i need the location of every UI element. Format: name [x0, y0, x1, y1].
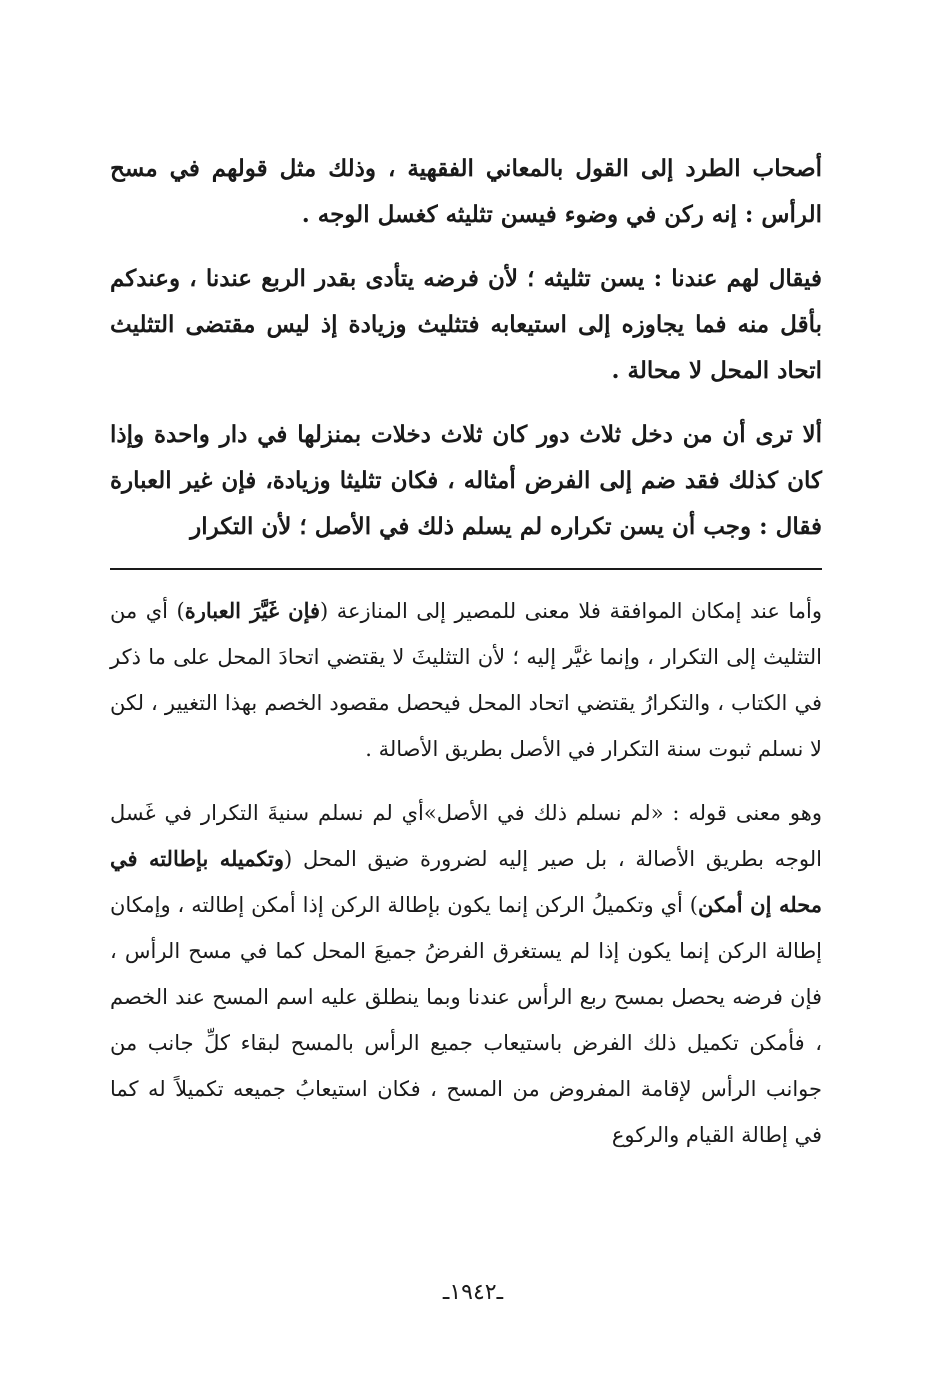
commentary-text-segment: ) أي وتكميلُ الركن إنما يكون بإطالة الركن إذا أمكن إطالته ، وإمكان إطالة الركن إنما يكون إذا لم يستغرق الفرضُ جميعَ المحل كما في مسح الرأس ، فإن فرضه يحصل بمسح ربع الرأس عندنا وبما ينطلق عليه اسم المسح عند الخصم ، فأمكن تكميل ذلك الفرض باستيعاب جميع الرأس بالمسح لبقاء كلِّ جانب من جوانب الرأس لإقامة المفروض من المسح ، فكان استيعابُ جميعه تكميلاً له كما في إطالة القيام والركوع [110, 893, 823, 1147]
commentary-text-segment: ) أي من التثليث إلى التكرار ، وإنما غيَّر إليه ؛ لأن التثليثَ لا يقتضي اتحادَ المحل على ما ذكر في الكتاب ، والتكرارُ يقتضي اتحاد المحل فيحصل مقصود الخصم بهذا التغيير ، لكن لا نسلم ثبوت سنة التكرار في الأصل بطريق الأصالة . [110, 599, 822, 761]
quoted-matn: وتكميله بإطالته في محله إن أمكن [110, 846, 822, 917]
main-paragraph-3: ألا ترى أن من دخل ثلاث دور كان ثلاث دخلات بمنزلها في دار واحدة وإذا كان كذلك فقد ضم إلى الفرض أمثاله ، فكان تثليثا وزيادة، فإن غير العبارة فقال : وجب أن يسن تكراره لم يسلم ذلك في الأصل ؛ لأن التكرار [110, 421, 822, 540]
commentary-text [110, 588, 822, 1158]
page-content [110, 146, 822, 1158]
commentary-text-segment: وأما عند إمكان الموافقة فلا معنى للمصير إلى المنازعة ( [320, 599, 822, 623]
commentary-paragraph-1 [110, 588, 822, 772]
footnote-divider [110, 568, 822, 570]
main-text [110, 146, 822, 550]
commentary-paragraph-2 [110, 790, 822, 1158]
quoted-matn: فإن غَيَّرَ العبارة [184, 598, 321, 623]
main-paragraph-1: أصحاب الطرد إلى القول بالمعاني الفقهية ، وذلك مثل قولهم في مسح الرأس : إنه ركن في وضوء فيسن تثليثه كغسل الوجه . [110, 155, 822, 228]
commentary-text-segment: وهو معنى قوله : «لم نسلم ذلك في الأصل»أي لم نسلم سنيةَ التكرار في غَسل الوجه بطريق الأصالة ، بل صير إليه لضرورة ضيق المحل ( [110, 801, 822, 871]
main-paragraph-2: فيقال لهم عندنا : يسن تثليثه ؛ لأن فرضه يتأدى بقدر الربع عندنا ، وعندكم بأقل منه فما يجاوزه إلى استيعابه فتثليث وزيادة إذ ليس مقتضى التثليث اتحاد المحل لا محالة . [110, 265, 822, 384]
page-number: ـ١٩٤٢ـ [442, 1280, 504, 1305]
